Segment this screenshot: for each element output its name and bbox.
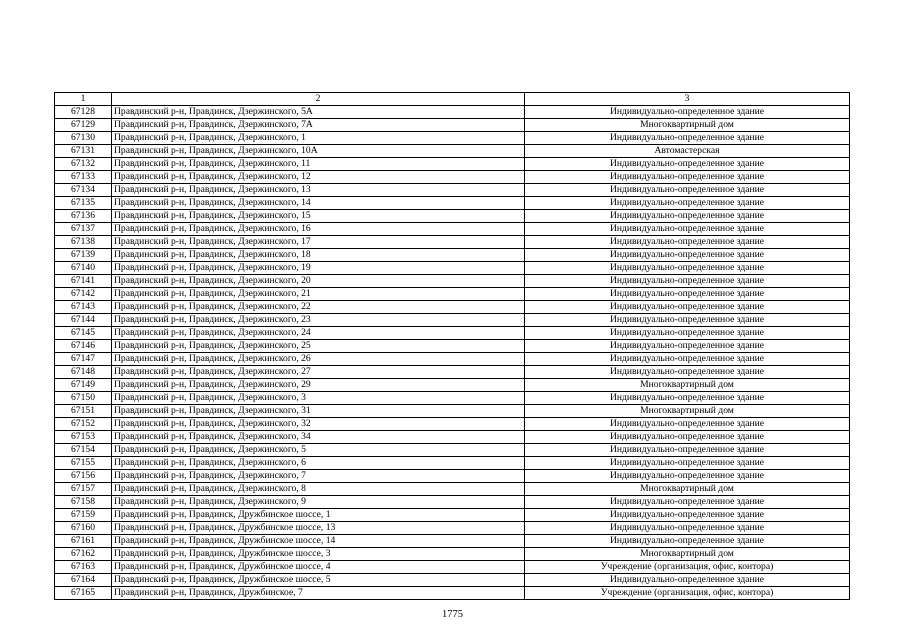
address-cell: Правдинский р-н, Правдинск, Дзержинского, 3 [112, 392, 525, 405]
table-row [55, 457, 850, 470]
object-type-cell: Автомастерская [525, 145, 850, 158]
address-cell: Правдинский р-н, Правдинск, Дзержинского, 15 [112, 210, 525, 223]
object-type-cell: Индивидуально-определенное здание [525, 288, 850, 301]
object-type-cell: Индивидуально-определенное здание [525, 327, 850, 340]
row-number-cell: 67151 [55, 405, 112, 418]
row-number-cell: 67132 [55, 158, 112, 171]
table-row [55, 561, 850, 574]
object-type-cell: Индивидуально-определенное здание [525, 353, 850, 366]
row-number-cell: 67131 [55, 145, 112, 158]
object-type-cell: Индивидуально-определенное здание [525, 236, 850, 249]
table-row [55, 184, 850, 197]
object-type-cell: Учреждение (организация, офис, контора) [525, 587, 850, 600]
address-cell: Правдинский р-н, Правдинск, Дзержинского, 24 [112, 327, 525, 340]
object-type-cell: Индивидуально-определенное здание [525, 184, 850, 197]
table-row [55, 483, 850, 496]
row-number-cell: 67139 [55, 249, 112, 262]
row-number-cell: 67133 [55, 171, 112, 184]
table-row [55, 587, 850, 600]
row-number-cell: 67128 [55, 106, 112, 119]
address-cell: Правдинский р-н, Правдинск, Дзержинского, 14 [112, 197, 525, 210]
object-type-cell: Индивидуально-определенное здание [525, 392, 850, 405]
row-number-cell: 67141 [55, 275, 112, 288]
address-cell: Правдинский р-н, Правдинск, Дзержинского, 5А [112, 106, 525, 119]
address-cell: Правдинский р-н, Правдинск, Дзержинского, 7А [112, 119, 525, 132]
object-type-cell: Индивидуально-определенное здание [525, 470, 850, 483]
table-row [55, 509, 850, 522]
object-type-cell: Индивидуально-определенное здание [525, 314, 850, 327]
row-number-cell: 67162 [55, 548, 112, 561]
table-row [55, 418, 850, 431]
row-number-cell: 67130 [55, 132, 112, 145]
table-row [55, 132, 850, 145]
object-type-cell: Многоквартирный дом [525, 379, 850, 392]
address-cell: Правдинский р-н, Правдинск, Дзержинского, 20 [112, 275, 525, 288]
row-number-cell: 67163 [55, 561, 112, 574]
address-cell: Правдинский р-н, Правдинск, Дзержинского, 16 [112, 223, 525, 236]
object-type-cell: Индивидуально-определенное здание [525, 457, 850, 470]
row-number-cell: 67149 [55, 379, 112, 392]
row-number-cell: 67161 [55, 535, 112, 548]
address-cell: Правдинский р-н, Правдинск, Дзержинского, 29 [112, 379, 525, 392]
row-number-cell: 67160 [55, 522, 112, 535]
address-cell: Правдинский р-н, Правдинск, Дзержинского, 8 [112, 483, 525, 496]
address-cell: Правдинский р-н, Правдинск, Дзержинского, 31 [112, 405, 525, 418]
address-cell: Правдинский р-н, Правдинск, Дзержинского, 27 [112, 366, 525, 379]
address-cell: Правдинский р-н, Правдинск, Дружбинское, 7 [112, 587, 525, 600]
table-row [55, 470, 850, 483]
object-type-cell: Индивидуально-определенное здание [525, 132, 850, 145]
address-cell: Правдинский р-н, Правдинск, Дружбинское шоссе, 5 [112, 574, 525, 587]
row-number-cell: 67156 [55, 470, 112, 483]
table-row [55, 366, 850, 379]
row-number-cell: 67136 [55, 210, 112, 223]
column-header-2: 2 [112, 93, 525, 106]
table-row [55, 275, 850, 288]
table-row [55, 496, 850, 509]
table-row [55, 171, 850, 184]
row-number-cell: 67164 [55, 574, 112, 587]
address-cell: Правдинский р-н, Правдинск, Дружбинское шоссе, 14 [112, 535, 525, 548]
object-type-cell: Индивидуально-определенное здание [525, 431, 850, 444]
table-row [55, 223, 850, 236]
address-cell: Правдинский р-н, Правдинск, Дзержинского, 12 [112, 171, 525, 184]
page-number: 1775 [442, 609, 463, 620]
table-row [55, 314, 850, 327]
table-row [55, 119, 850, 132]
row-number-cell: 67146 [55, 340, 112, 353]
address-cell: Правдинский р-н, Правдинск, Дзержинского, 22 [112, 301, 525, 314]
object-type-cell: Многоквартирный дом [525, 483, 850, 496]
row-number-cell: 67142 [55, 288, 112, 301]
row-number-cell: 67129 [55, 119, 112, 132]
register-table [54, 92, 850, 600]
table-row [55, 548, 850, 561]
row-number-cell: 67165 [55, 587, 112, 600]
address-cell: Правдинский р-н, Правдинск, Дзержинского, 6 [112, 457, 525, 470]
row-number-cell: 67140 [55, 262, 112, 275]
object-type-cell: Индивидуально-определенное здание [525, 366, 850, 379]
object-type-cell: Индивидуально-определенное здание [525, 249, 850, 262]
object-type-cell: Индивидуально-определенное здание [525, 301, 850, 314]
address-cell: Правдинский р-н, Правдинск, Дзержинского, 25 [112, 340, 525, 353]
object-type-cell: Индивидуально-определенное здание [525, 106, 850, 119]
table-header-row [55, 93, 850, 106]
table-row [55, 197, 850, 210]
table-row [55, 574, 850, 587]
table-row [55, 340, 850, 353]
table-row [55, 249, 850, 262]
row-number-cell: 67150 [55, 392, 112, 405]
object-type-cell: Индивидуально-определенное здание [525, 262, 850, 275]
row-number-cell: 67137 [55, 223, 112, 236]
row-number-cell: 67145 [55, 327, 112, 340]
object-type-cell: Индивидуально-определенное здание [525, 197, 850, 210]
row-number-cell: 67135 [55, 197, 112, 210]
address-cell: Правдинский р-н, Правдинск, Дзержинского, 5 [112, 444, 525, 457]
table-row [55, 522, 850, 535]
row-number-cell: 67155 [55, 457, 112, 470]
object-type-cell: Индивидуально-определенное здание [525, 496, 850, 509]
table-row [55, 353, 850, 366]
address-cell: Правдинский р-н, Правдинск, Дзержинского, 18 [112, 249, 525, 262]
row-number-cell: 67134 [55, 184, 112, 197]
address-cell: Правдинский р-н, Правдинск, Дружбинское шоссе, 1 [112, 509, 525, 522]
object-type-cell: Индивидуально-определенное здание [525, 522, 850, 535]
row-number-cell: 67159 [55, 509, 112, 522]
address-cell: Правдинский р-н, Правдинск, Дзержинского, 10А [112, 145, 525, 158]
table-row [55, 392, 850, 405]
address-cell: Правдинский р-н, Правдинск, Дзержинского, 13 [112, 184, 525, 197]
row-number-cell: 67138 [55, 236, 112, 249]
object-type-cell: Индивидуально-определенное здание [525, 418, 850, 431]
table-row [55, 431, 850, 444]
object-type-cell: Индивидуально-определенное здание [525, 574, 850, 587]
address-cell: Правдинский р-н, Правдинск, Дружбинское шоссе, 4 [112, 561, 525, 574]
object-type-cell: Многоквартирный дом [525, 119, 850, 132]
table-row [55, 145, 850, 158]
object-type-cell: Индивидуально-определенное здание [525, 275, 850, 288]
address-cell: Правдинский р-н, Правдинск, Дружбинское шоссе, 3 [112, 548, 525, 561]
address-cell: Правдинский р-н, Правдинск, Дзержинского, 9 [112, 496, 525, 509]
row-number-cell: 67148 [55, 366, 112, 379]
address-cell: Правдинский р-н, Правдинск, Дружбинское шоссе, 13 [112, 522, 525, 535]
object-type-cell: Индивидуально-определенное здание [525, 340, 850, 353]
address-cell: Правдинский р-н, Правдинск, Дзержинского, 17 [112, 236, 525, 249]
object-type-cell: Индивидуально-определенное здание [525, 535, 850, 548]
table-row [55, 301, 850, 314]
table-row [55, 106, 850, 119]
object-type-cell: Многоквартирный дом [525, 405, 850, 418]
address-cell: Правдинский р-н, Правдинск, Дзержинского, 32 [112, 418, 525, 431]
object-type-cell: Индивидуально-определенное здание [525, 210, 850, 223]
table-row [55, 405, 850, 418]
table-row [55, 535, 850, 548]
row-number-cell: 67144 [55, 314, 112, 327]
address-cell: Правдинский р-н, Правдинск, Дзержинского, 23 [112, 314, 525, 327]
row-number-cell: 67157 [55, 483, 112, 496]
row-number-cell: 67153 [55, 431, 112, 444]
table-row [55, 379, 850, 392]
object-type-cell: Индивидуально-определенное здание [525, 158, 850, 171]
column-header-3: 3 [525, 93, 850, 106]
object-type-cell: Многоквартирный дом [525, 548, 850, 561]
row-number-cell: 67152 [55, 418, 112, 431]
object-type-cell: Индивидуально-определенное здание [525, 171, 850, 184]
row-number-cell: 67154 [55, 444, 112, 457]
table-row [55, 327, 850, 340]
address-cell: Правдинский р-н, Правдинск, Дзержинского, 34 [112, 431, 525, 444]
address-cell: Правдинский р-н, Правдинск, Дзержинского, 11 [112, 158, 525, 171]
object-type-cell: Индивидуально-определенное здание [525, 223, 850, 236]
table-row [55, 262, 850, 275]
table-row [55, 236, 850, 249]
address-cell: Правдинский р-н, Правдинск, Дзержинского, 1 [112, 132, 525, 145]
table-row [55, 444, 850, 457]
column-header-1: 1 [55, 93, 112, 106]
row-number-cell: 67147 [55, 353, 112, 366]
table-row [55, 288, 850, 301]
table-row [55, 210, 850, 223]
row-number-cell: 67158 [55, 496, 112, 509]
address-cell: Правдинский р-н, Правдинск, Дзержинского, 21 [112, 288, 525, 301]
address-cell: Правдинский р-н, Правдинск, Дзержинского, 7 [112, 470, 525, 483]
address-cell: Правдинский р-н, Правдинск, Дзержинского, 19 [112, 262, 525, 275]
table-row [55, 158, 850, 171]
object-type-cell: Индивидуально-определенное здание [525, 444, 850, 457]
object-type-cell: Индивидуально-определенное здание [525, 509, 850, 522]
row-number-cell: 67143 [55, 301, 112, 314]
address-cell: Правдинский р-н, Правдинск, Дзержинского, 26 [112, 353, 525, 366]
object-type-cell: Учреждение (организация, офис, контора) [525, 561, 850, 574]
